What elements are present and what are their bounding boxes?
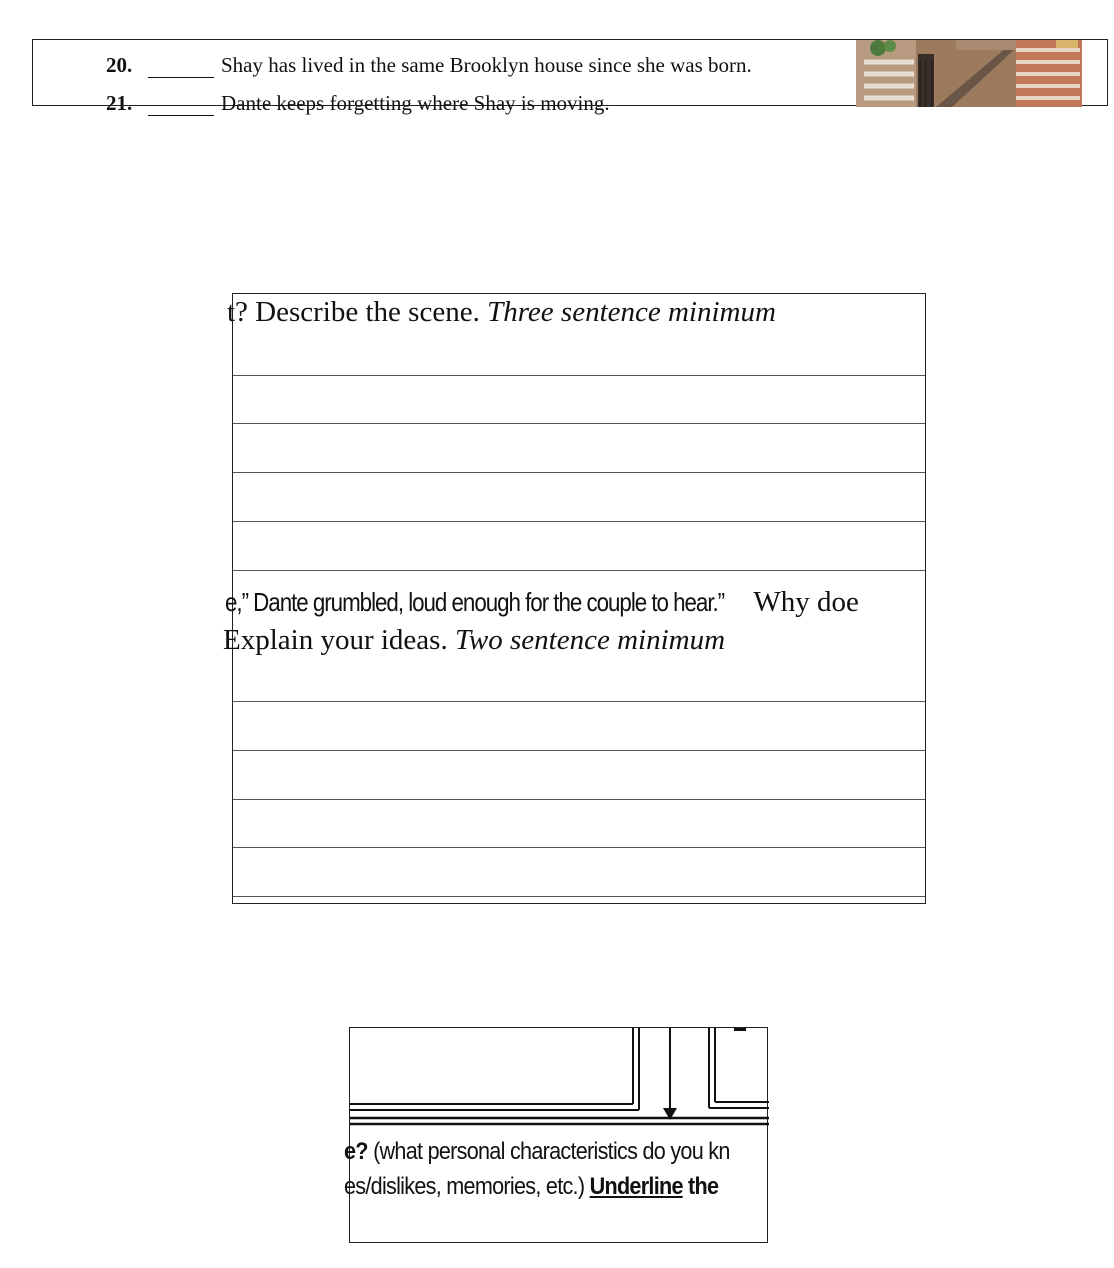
organizer-lines — [350, 1028, 769, 1244]
question-strip — [32, 39, 1108, 115]
brownstone-stoop-photo — [856, 40, 1082, 107]
answer-line[interactable] — [233, 896, 925, 897]
sentence-requirement: Three sentence minimum — [487, 296, 776, 328]
question-number: 20. — [106, 53, 133, 77]
dialogue-quote: e,” Dante grumbled, loud enough for the couple to hear.” — [225, 587, 725, 617]
answer-blank[interactable] — [148, 115, 214, 116]
answer-line[interactable] — [233, 570, 925, 571]
organizer-prompt-line1: e? (what personal characteristics do you kn — [344, 1138, 730, 1165]
organizer-prompt-line2: es/dislikes, memories, etc.) Underline the — [344, 1173, 719, 1200]
answer-line[interactable] — [233, 521, 925, 522]
question-text: Shay has lived in the same Brooklyn house since she was born. — [221, 53, 752, 77]
graphic-organizer-fragment — [344, 1027, 768, 1243]
answer-line[interactable] — [233, 701, 925, 702]
answer-line[interactable] — [233, 799, 925, 800]
answer-line[interactable] — [233, 375, 925, 376]
answer-blank[interactable] — [148, 77, 214, 78]
question-text: Dante keeps forgetting where Shay is moving. — [221, 91, 610, 115]
question-prompt-2-line2: Explain your ideas. Two sentence minimum — [223, 624, 726, 656]
answer-line[interactable] — [233, 750, 925, 751]
answer-line[interactable] — [233, 472, 925, 473]
question-prompt-1: t? Describe the scene. Three sentence minimum — [227, 296, 776, 328]
question-text: Why doe — [753, 586, 859, 618]
answer-line[interactable] — [233, 423, 925, 424]
short-answer-section — [223, 293, 926, 904]
underline-instruction: Underline — [589, 1173, 683, 1200]
question-number: 21. — [106, 91, 133, 115]
sentence-requirement: Two sentence minimum — [454, 624, 726, 656]
question-prompt-2 — [225, 586, 859, 619]
answer-line[interactable] — [233, 847, 925, 848]
